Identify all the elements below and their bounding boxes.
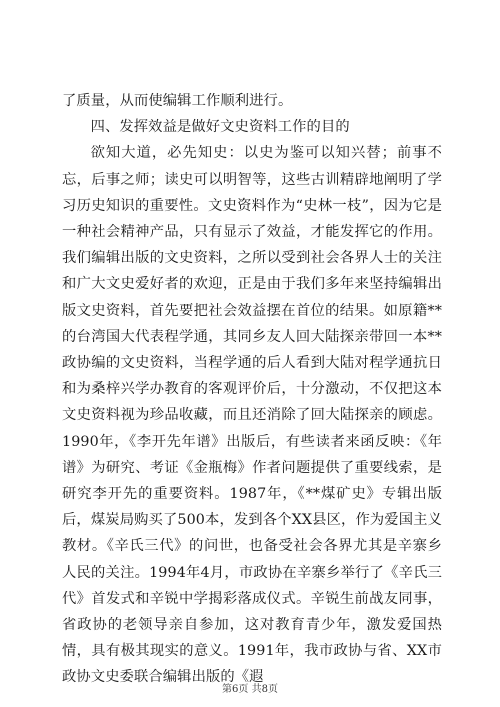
document-body	[62, 88, 442, 691]
paragraph-continuation: 了质量，从而使编辑工作顺利进行。	[62, 93, 293, 109]
page-footer: 第6页 共8页	[222, 684, 278, 695]
section-heading: 四、发挥效益是做好文史资料工作的目的	[90, 119, 350, 136]
paragraph-body: 欲知大道，必先知史：以史为鉴可以知兴替；前事不忘，后事之师；读史可以明智等，这些古训精辟地阐明了学习历史知识的重要性。文史资料作为“史林一枝”，因为它是一种社会精神产品，只有显示了效益，才能发挥它的作用。我们编辑出版的文史资料，之所以受到社会各界人士的关注和广大文史爱好者的欢迎，正是由于我们多年来坚持编辑出版文史资料，首先要把社会效益摆在首位的结果。如原籍**的台湾国大代表程学通，其同乡友人回大陆探亲带回一本**政协编的文史资料，当程学通的后人看到大陆对程学通抗日和为桑梓兴学办教育的客观评价后，十分激动，不仅把这本文史资料视为珍品收藏，而且还消除了回大陆探亲的顾虑。1990年，《李开先年谱》出版后，有些读者来函反映：《年谱》为研究、考证《金瓶梅》作者问题提供了重要线索，是研究李开先的重要资料。1987年，《**煤矿史》专辑出版后，煤炭局购买了500本，发到各个XX县区，作为爱国主义教材。《辛氏三代》的问世，也备受社会各界尤其是辛寨乡人民的关注。1994年4月，市政协在辛寨乡举行了《辛氏三代》首发式和辛锐中学揭彩落成仪式。辛锐生前战友同事，省政协的老领导亲自参加，这对教育青少年，激发爱国热情，具有极其现实的意义。1991年，我市政协与省、XX市政协文史委联合编辑出版的《遐	[62, 145, 442, 686]
